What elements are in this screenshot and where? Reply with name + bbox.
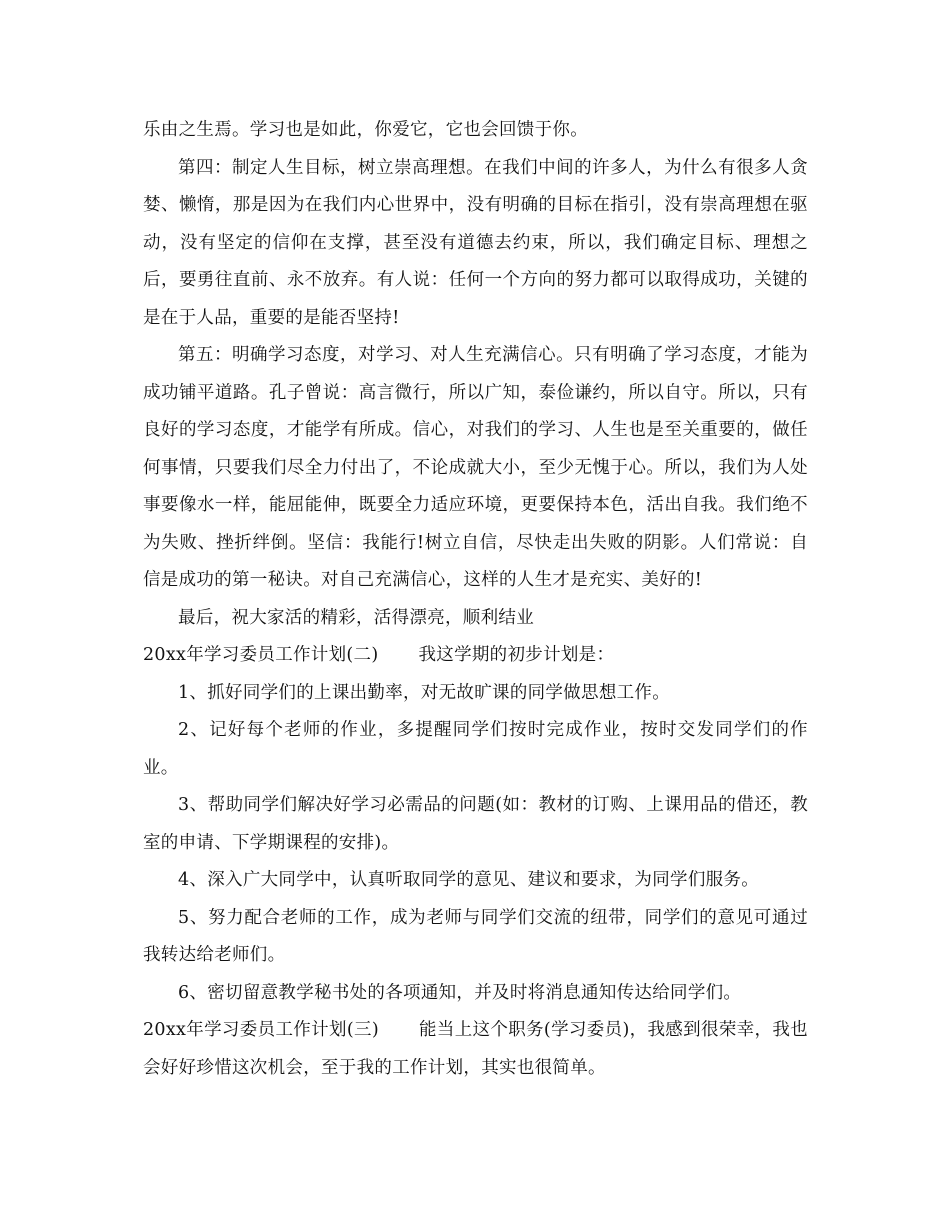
list-item: 3、帮助同学们解决好学习必需品的问题(如：教材的订购、上课用品的借还，教室的申请、下学期课程的安排)。 <box>143 795 808 853</box>
section-two-heading: 20xx年学习委员工作计划(二) <box>143 645 379 665</box>
list-item: 2、记好每个老师的作业，多提醒同学们按时完成作业，按时交发同学们的作业。 <box>143 720 808 778</box>
section-two-lead: 我这学期的初步计划是： <box>418 645 615 665</box>
list-item: 5、努力配合老师的工作，成为老师与同学们交流的纽带，同学们的意见可通过我转达给老师们。 <box>143 907 808 965</box>
paragraph-point-five: 第五：明确学习态度，对学习、对人生充满信心。只有明确了学习态度，才能为成功铺平道路。孔子曾说：高言微行，所以广知，泰俭谦约，所以自守。所以，只有良好的学习态度，才能学有所成。信心，对我们的学习、人生也是至关重要的，做任何事情，只要我们尽全力付出了，不论成就大小，至少无愧于心。所以，我们为人处事要像水一样，能屈能伸，既要全力适应环境，更要保持本色，活出自我。我们绝不为失败、挫折绊倒。坚信：我能行!树立自信，尽快走出失败的阴影。人们常说：自信是成功的第一秘诀。对自己充满信心，这样的人生才是充实、美好的! <box>143 345 808 590</box>
section-three-heading: 20xx年学习委员工作计划(三) <box>143 1020 379 1040</box>
section-two-heading-line <box>143 637 808 675</box>
section-three-lead: 能当上这个职务(学习委员)，我感到很荣幸，我也会好好珍惜这次机会，至于我的工作计划，其实也很简单。 <box>143 1020 808 1078</box>
list-item: 1、抓好同学们的上课出勤率，对无故旷课的同学做思想工作。 <box>178 682 671 703</box>
paragraph-point-four: 第四：制定人生目标，树立崇高理想。在我们中间的许多人，为什么有很多人贪婪、懒惰，那是因为在我们内心世界中，没有明确的目标在指引，没有崇高理想在驱动，没有坚定的信仰在支撑，甚至没有道德去约束，所以，我们确定目标、理想之后，要勇往直前、永不放弃。有人说：任何一个方向的努力都可以取得成功，关键的是在于人品，重要的是能否坚持! <box>143 157 808 328</box>
list-item: 6、密切留意教学秘书处的各项通知，并及时将消息通知传达给同学们。 <box>178 982 742 1003</box>
paragraph-continuation: 乐由之生焉。学习也是如此，你爱它，它也会回馈于你。 <box>143 120 588 140</box>
document-body <box>143 112 808 1087</box>
section-three-heading-line <box>143 1012 808 1087</box>
list-item: 4、深入广大同学中，认真听取同学的意见、建议和要求，为同学们服务。 <box>178 870 760 890</box>
paragraph-closing: 最后，祝大家活的精彩，活得漂亮，顺利结业 <box>178 607 534 628</box>
